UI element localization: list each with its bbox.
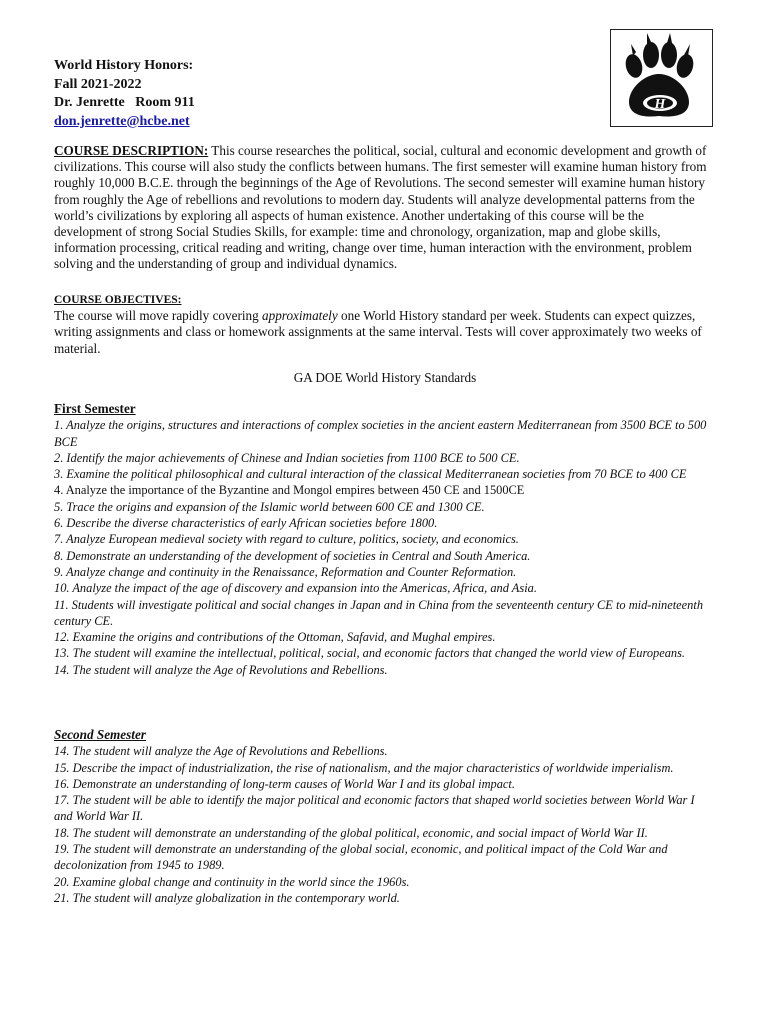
list-item: 16. Demonstrate an understanding of long-term causes of World War I and its global impact. (54, 776, 515, 791)
list-item: 12. Examine the origins and contributions of the Ottoman, Safavid, and Mughal empires. (54, 630, 496, 645)
course-term: Fall 2021-2022 (54, 76, 142, 92)
list-item: 17. The student will be able to identify the major political and economic factors that shaped world societies between World War I and World War II. (54, 793, 695, 824)
list-item: 2. Identify the major achievements of Chinese and Indian societies from 1100 BCE to 500 CE. (54, 450, 520, 465)
list-item: 5. Trace the origins and expansion of the Islamic world between 600 CE and 1300 CE. (54, 499, 485, 514)
list-item: 18. The student will demonstrate an understanding of the global political, economic, and social impact of World War II. (54, 825, 648, 840)
first-semester-title: First Semester (54, 401, 136, 416)
list-item: 11. Students will investigate political and social changes in Japan and in China from the seventeenth century CE to mid-nineteenth century CE. (54, 597, 704, 628)
course-objectives-text: The course will move rapidly covering approximately one World History standard per week. Students can expect quizzes, writing assignments and class or homework assignments at the same interval. Tests will cover approximately two weeks of material. (54, 308, 702, 356)
teacher-room: Dr. Jenrette Room 911 (54, 95, 195, 110)
paw-print-icon (611, 30, 712, 126)
list-item: 20. Examine global change and continuity in the world since the 1960s. (54, 874, 410, 889)
list-item: 8. Demonstrate an understanding of the development of societies in Central and South America. (54, 548, 531, 563)
list-item: 14. The student will analyze the Age of Revolutions and Rebellions. (54, 662, 388, 677)
course-header (54, 57, 195, 131)
course-objectives (54, 291, 714, 357)
list-item: 3. Examine the political philosophical and cultural interaction of the classical Mediterranean societies from 70 BCE to 400 CE (54, 467, 687, 482)
list-item: 21. The student will analyze globalization in the contemporary world. (54, 890, 400, 905)
teacher-email-link[interactable]: don.jenrette@hcbe.net (54, 113, 190, 129)
first-semester (54, 401, 714, 678)
logo-letter: H (654, 97, 666, 112)
list-item: 14. The student will analyze the Age of Revolutions and Rebellions. (54, 744, 388, 759)
list-item: 15. Describe the impact of industrialization, the rise of nationalism, and the major characteristics of worldwide imperialism. (54, 760, 674, 775)
list-item: 6. Describe the diverse characteristics of early African societies before 1800. (54, 516, 438, 531)
course-objectives-label: COURSE OBJECTIVES: (54, 294, 182, 306)
second-semester-title: Second Semester (54, 727, 146, 742)
standards-title: GA DOE World History Standards (293, 370, 477, 385)
list-item: 10. Analyze the impact of the age of discovery and expansion into the Americas, Africa, and Asia. (54, 581, 537, 596)
school-logo (610, 29, 713, 127)
course-description (54, 143, 714, 273)
list-item: 13. The student will examine the intellectual, political, social, and economic factors that changed the world view of Europeans. (54, 646, 686, 661)
course-description-text: This course researches the political, social, cultural and economic development and growth of civilizations. This course will also study the conflicts between humans. The first semester will examine human history from roughly 10,000 B.C.E. through the beginnings of the Age of Revolutions. The second semester will examine human history from roughly the Age of rebellions and revolutions to modern day. Students will analyze developmental patterns from the world’s civilizations by exploring all aspects of human existence. Another undertaking of this course will be the development of strong Social Studies Skills, for example: time and chronology, organization, map and globe skills, information processing, critical reading and writing, change over time, human interaction with the environment, problem solving and the understanding of group and individual dynamics. (54, 143, 707, 272)
course-title: World History Honors: (54, 58, 194, 73)
list-item: 9. Analyze change and continuity in the Renaissance, Reformation and Counter Reformation. (54, 564, 517, 579)
list-item: 4. Analyze the importance of the Byzantine and Mongol empires between 450 CE and 1500CE (54, 483, 525, 498)
list-item: 7. Analyze European medieval society with regard to culture, politics, society, and economics. (54, 532, 519, 547)
course-description-label: COURSE DESCRIPTION: (54, 143, 209, 158)
list-item: 1. Analyze the origins, structures and interactions of complex societies in the ancient eastern Mediterranean from 3500 BCE to 500 BCE (54, 418, 707, 449)
list-item: 19. The student will demonstrate an understanding of the global social, economic, and political impact of the Cold War and decolonization from 1945 to 1989. (54, 842, 668, 873)
emphasis-approximately: approximately (262, 308, 338, 324)
second-semester (54, 727, 714, 906)
